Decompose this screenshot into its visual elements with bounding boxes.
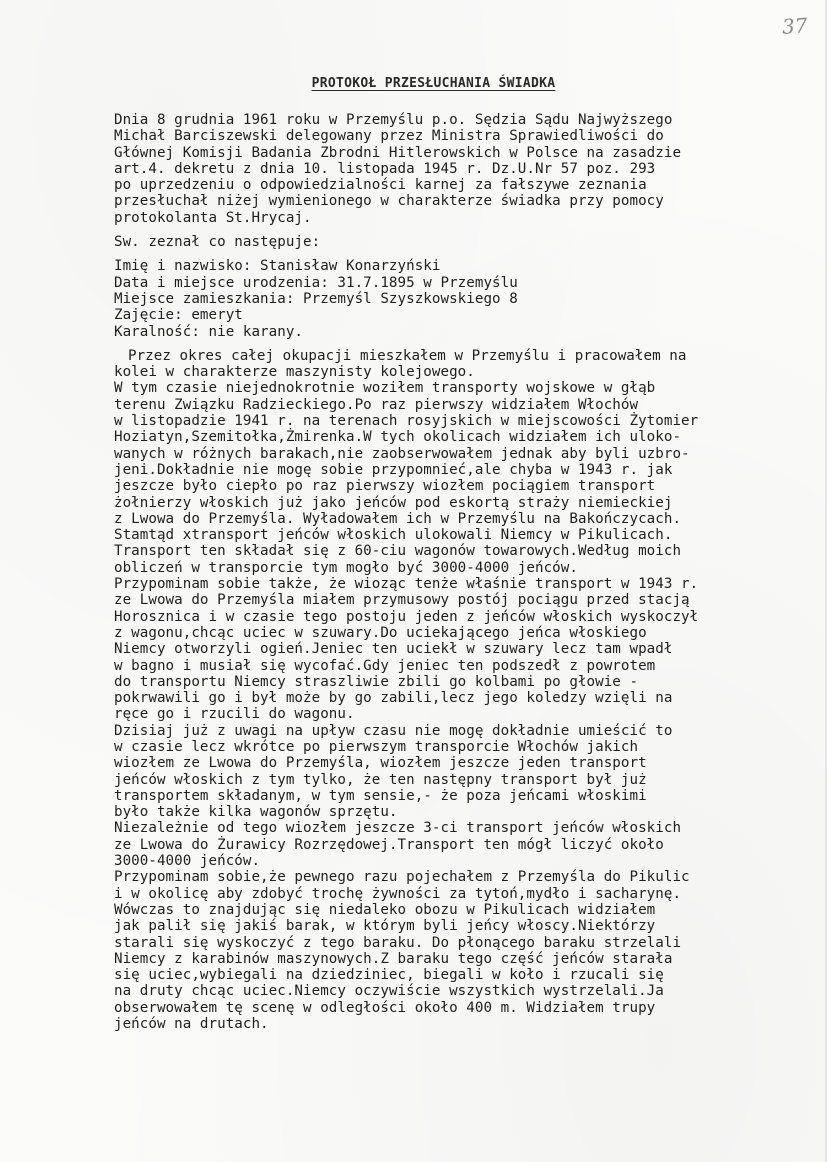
text-line: kolei w charakterze maszynisty kolejowego. bbox=[114, 364, 475, 381]
personal-record: Karalność: nie karany. bbox=[114, 323, 304, 340]
text-line: jeńców na drutach. bbox=[114, 1016, 269, 1033]
text-line: Głównej Komisji Badania Zbrodni Hitlerowskich w Polsce na zasadzie bbox=[114, 144, 682, 161]
text-line: z Lwowa do Przemyśla. Wyładowałem ich w Przemyślu na Bakończycach. bbox=[114, 510, 682, 527]
text-line: Transport ten składał się z 60-ciu wagonów towarowych.Według moich bbox=[114, 543, 682, 560]
text-line: na druty chcąc uciec.Niemcy oczywiście wszystkich wystrzelali.Ja bbox=[114, 983, 664, 1000]
text-line: w listopadzie 1941 r. na terenach rosyjskich w miejscowości Żytomier bbox=[114, 413, 699, 430]
text-line: Przez okres całej okupacji mieszkałem w Przemyślu i pracowałem na bbox=[128, 347, 687, 364]
text-line: Horosznica i w czasie tego postoju jeden z jeńców włoskich wyskoczył bbox=[114, 608, 699, 625]
text-line: Niezależnie od tego wiozłem jeszcze 3-ci transport jeńców włoskich bbox=[114, 820, 682, 837]
text-line: jeni.Dokładnie nie mogę sobie przypomnieć,ale chyba w 1943 r. jak bbox=[114, 461, 673, 478]
text-line: wiozłem ze Lwowa do Przemyśla, wiozłem jeszcze jeden transport bbox=[114, 755, 647, 772]
text-line: W tym czasie niejednokrotnie woziłem transporty wojskowe w głąb bbox=[114, 380, 656, 397]
text-line: ręce go i rzucili do wagonu. bbox=[114, 706, 355, 723]
document-title-text: PROTOKOŁ PRZESŁUCHANIA ŚWIADKA bbox=[311, 76, 556, 91]
text-line: Hoziatyn,Szemitołka,Żmirenka.W tych okolicach widziałem ich ulоko- bbox=[114, 429, 682, 446]
text-line: Dnia 8 grudnia 1961 roku w Przemyślu p.o. Sędzia Sądu Najwyższego bbox=[114, 112, 673, 128]
text-line: ze Lwowa do Żurawicy Rozrzędowej.Transport ten mógł liczyć około bbox=[114, 836, 664, 853]
text-line: Dzisiaj już z uwagi na upływ czasu nie mogę dokładnie umieścić to bbox=[114, 722, 673, 739]
text-line: po uprzedzeniu o odpowiedzialności karnej za fałszywe zeznania bbox=[114, 177, 647, 194]
text-line: 3000-4000 jeńców. bbox=[114, 853, 261, 870]
text-line: Wówczas to znajdując się niedaleko obozu w Pikulicach widziałem bbox=[114, 901, 656, 918]
text-line: i w okolicę aby zdobyć trochę żywności za tytoń,mydło i sacharynę. bbox=[114, 885, 682, 902]
text-line: jeńców włoskich z tym tylko, że ten następny transport był już bbox=[114, 771, 647, 788]
text-line: obliczeń w transporcie tym mogło być 3000-4000 jeńców. bbox=[114, 559, 578, 576]
text-line: żołnierzy włoskich już jako jeńców pod eskortą straży niemieckiej bbox=[114, 494, 673, 511]
text-line: Niemcy otworzyli ogień.Jeniec ten uciekł w szuwary lecz tam wpadł bbox=[114, 641, 673, 658]
text-line: Przypominam sobie,że pewnego razu pojechałem z Przemyśla do Pikulic bbox=[114, 869, 690, 886]
text-line: do transportu Niemcy straszliwie zbili go kolbami po głowie - bbox=[114, 673, 639, 690]
text-line: Stamtąd xtransport jeńców włoskich ulokowali Niemcy w Pikulicach. bbox=[114, 527, 673, 544]
personal-birth: Data i miejsce urodzenia: 31.7.1895 w Przemyślu bbox=[114, 274, 518, 291]
text-line: jak palił się jakiś barak, w którym byli jeńcy włoscy.Niektórzy bbox=[114, 918, 656, 935]
personal-name: Imię i nazwisko: Stanisław Konarzyński bbox=[114, 258, 441, 275]
text-line: transportem składanym, w tym sensie,- że poza jeńcami włoskimi bbox=[114, 787, 647, 804]
text-line: art.4. dekretu z dnia 10. listopada 1945 r. Dz.U.Nr 57 poz. 293 bbox=[114, 160, 656, 177]
personal-residence: Miejsce zamieszkania: Przemyśl Szyszkowskiego 8 bbox=[114, 290, 518, 307]
personal-details bbox=[114, 258, 786, 339]
personal-occupation: Zajęcie: emeryt bbox=[114, 307, 243, 324]
text-line: się uciec,wybiegali na dziedziniec, biegali w koło i rzucali się bbox=[114, 967, 664, 984]
document-body bbox=[114, 112, 786, 1032]
intro-paragraph bbox=[114, 112, 786, 226]
text-line: w bagno i musiał się wycofać.Gdy jeniec ten podszedł z powrotem bbox=[114, 657, 656, 674]
witness-intro: Sw. zeznał co następuje: bbox=[114, 234, 321, 251]
text-line: starali się wyskoczyć z tego baraku. Do płonącego baraku strzelali bbox=[114, 934, 682, 951]
testimony bbox=[114, 348, 786, 1032]
text-line: obserwowałem tę scenę w odległości około 400 m. Widziałem trupy bbox=[114, 999, 656, 1016]
text-line: pokrwawili go i był może by go zabili,lecz jego koledzy wzięli na bbox=[114, 690, 673, 707]
text-line: jeszcze było ciepło po raz pierwszy wiozłem pociągiem transport bbox=[114, 478, 656, 495]
text-line: wanych w różnych barakach,nie zaobserwowałem jednak aby byli uzbro- bbox=[114, 445, 690, 462]
text-line: w czasie lecz wkrótce po pierwszym transporcie Włochów jakich bbox=[114, 738, 639, 755]
page-number: 37 bbox=[780, 13, 808, 39]
document-title bbox=[0, 76, 827, 91]
text-line: terenu Związku Radzieckiego.Po raz pierwszy widziałem Włochów bbox=[114, 396, 639, 413]
text-line: Przypominam sobie także, że wioząc tenże właśnie transport w 1943 r. bbox=[114, 576, 699, 593]
text-line: było także kilka wagonów sprzętu. bbox=[114, 804, 398, 821]
text-line: przesłuchał niżej wymienionego w charakterze świadka przy pomocy bbox=[114, 193, 664, 210]
text-line: ze Lwowa do Przemyśla miałem przymusowy postój pociągu przed stacją bbox=[114, 592, 690, 609]
text-line: Michał Barciszewski delegowany przez Ministra Sprawiedliwości do bbox=[114, 128, 664, 145]
text-line: protokolanta St.Hrycaj. bbox=[114, 209, 312, 226]
text-line: Niemcy z karabinów maszynowych.Z baraku tego część jeńców starała bbox=[114, 950, 673, 967]
text-line: z wagonu,chcąc uciec w szuwary.Do uciekającego jeńca włoskiego bbox=[114, 624, 647, 641]
